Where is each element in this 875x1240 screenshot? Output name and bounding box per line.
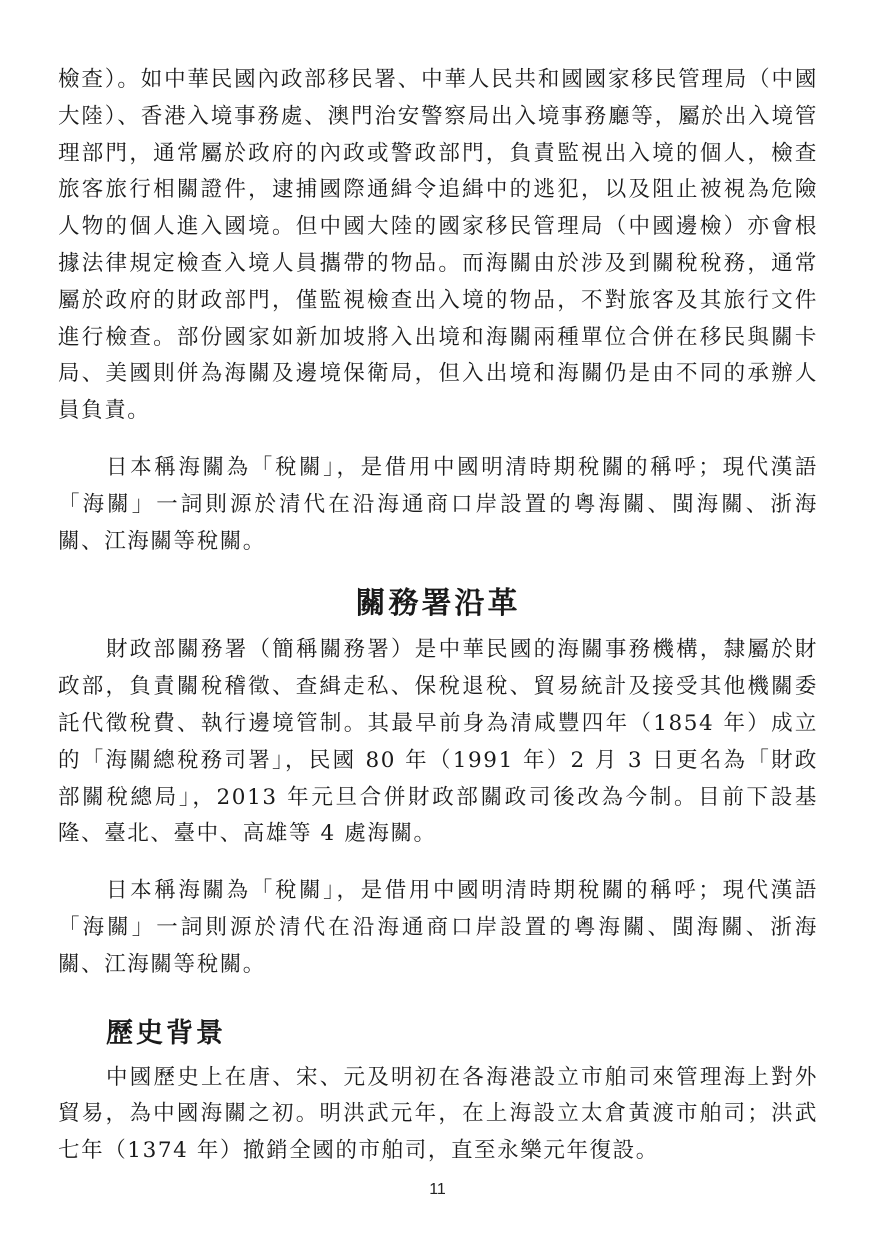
document-page	[58, 62, 818, 1170]
page-number: 11	[429, 1181, 446, 1198]
paragraph-japanese-term-repeat: 日本稱海關為「稅關」，是借用中國明清時期稅關的稱呼；現代漢語「海關」一詞則源於清代在沿海通商口岸設置的粵海關、閩海關、浙海關、江海關等稅關。	[58, 878, 818, 977]
section-title-customs-administration-history: 關務署沿革	[355, 586, 521, 622]
paragraph-historical-background: 中國歷史上在唐、宋、元及明初在各海港設立市舶司來管理海上對外貿易，為中國海關之初。明洪武元年，在上海設立太倉黃渡市舶司；洪武七年（1374 年）撤銷全國的市舶司，直至永樂元年復設。	[58, 1064, 818, 1164]
paragraph-japanese-term: 日本稱海關為「稅關」，是借用中國明清時期稅關的稱呼；現代漢語「海關」一詞則源於清代在沿海通商口岸設置的粵海關、閩海關、浙海關、江海關等稅關。	[58, 454, 818, 554]
paragraph-customs-administration: 財政部關務署（簡稱關務署）是中華民國的海關事務機構，隸屬於財政部，負責關稅稽徵、查緝走私、保稅退稅、貿易統計及接受其他機關委託代徵稅費、執行邊境管制。其最早前身為清咸豐四年（1854 年）成立的「海關總稅務司署」，民國 80 年（1991 年）2 月 3 日更名為「財政部關稅總局」，2013 年元旦合併財政部關政司後改為今制。目前下設基隆、臺北、臺中、高雄等 4 處海關。	[58, 637, 818, 847]
section-title-historical-background: 歷史背景	[106, 1017, 226, 1049]
paragraph-immigration-vs-customs: 檢查）。如中華民國內政部移民署、中華人民共和國國家移民管理局（中國大陸）、香港入境事務處、澳門治安警察局出入境事務廳等，屬於出入境管理部門，通常屬於政府的內政或警政部門，負責監視出入境的個人，檢查旅客旅行相關證件，逮捕國際通緝令追緝中的逃犯，以及阻止被視為危險人物的個人進入國境。但中國大陸的國家移民管理局（中國邊檢）亦會根據法律規定檢查入境人員攜帶的物品。而海關由於涉及到關稅稅務，通常屬於政府的財政部門，僅監視檢查出入境的物品，不對旅客及其旅行文件進行檢查。部份國家如新加坡將入出境和海關兩種單位合併在移民與關卡局、美國則併為海關及邊境保衛局，但入出境和海關仍是由不同的承辦人員負責。	[58, 67, 818, 424]
